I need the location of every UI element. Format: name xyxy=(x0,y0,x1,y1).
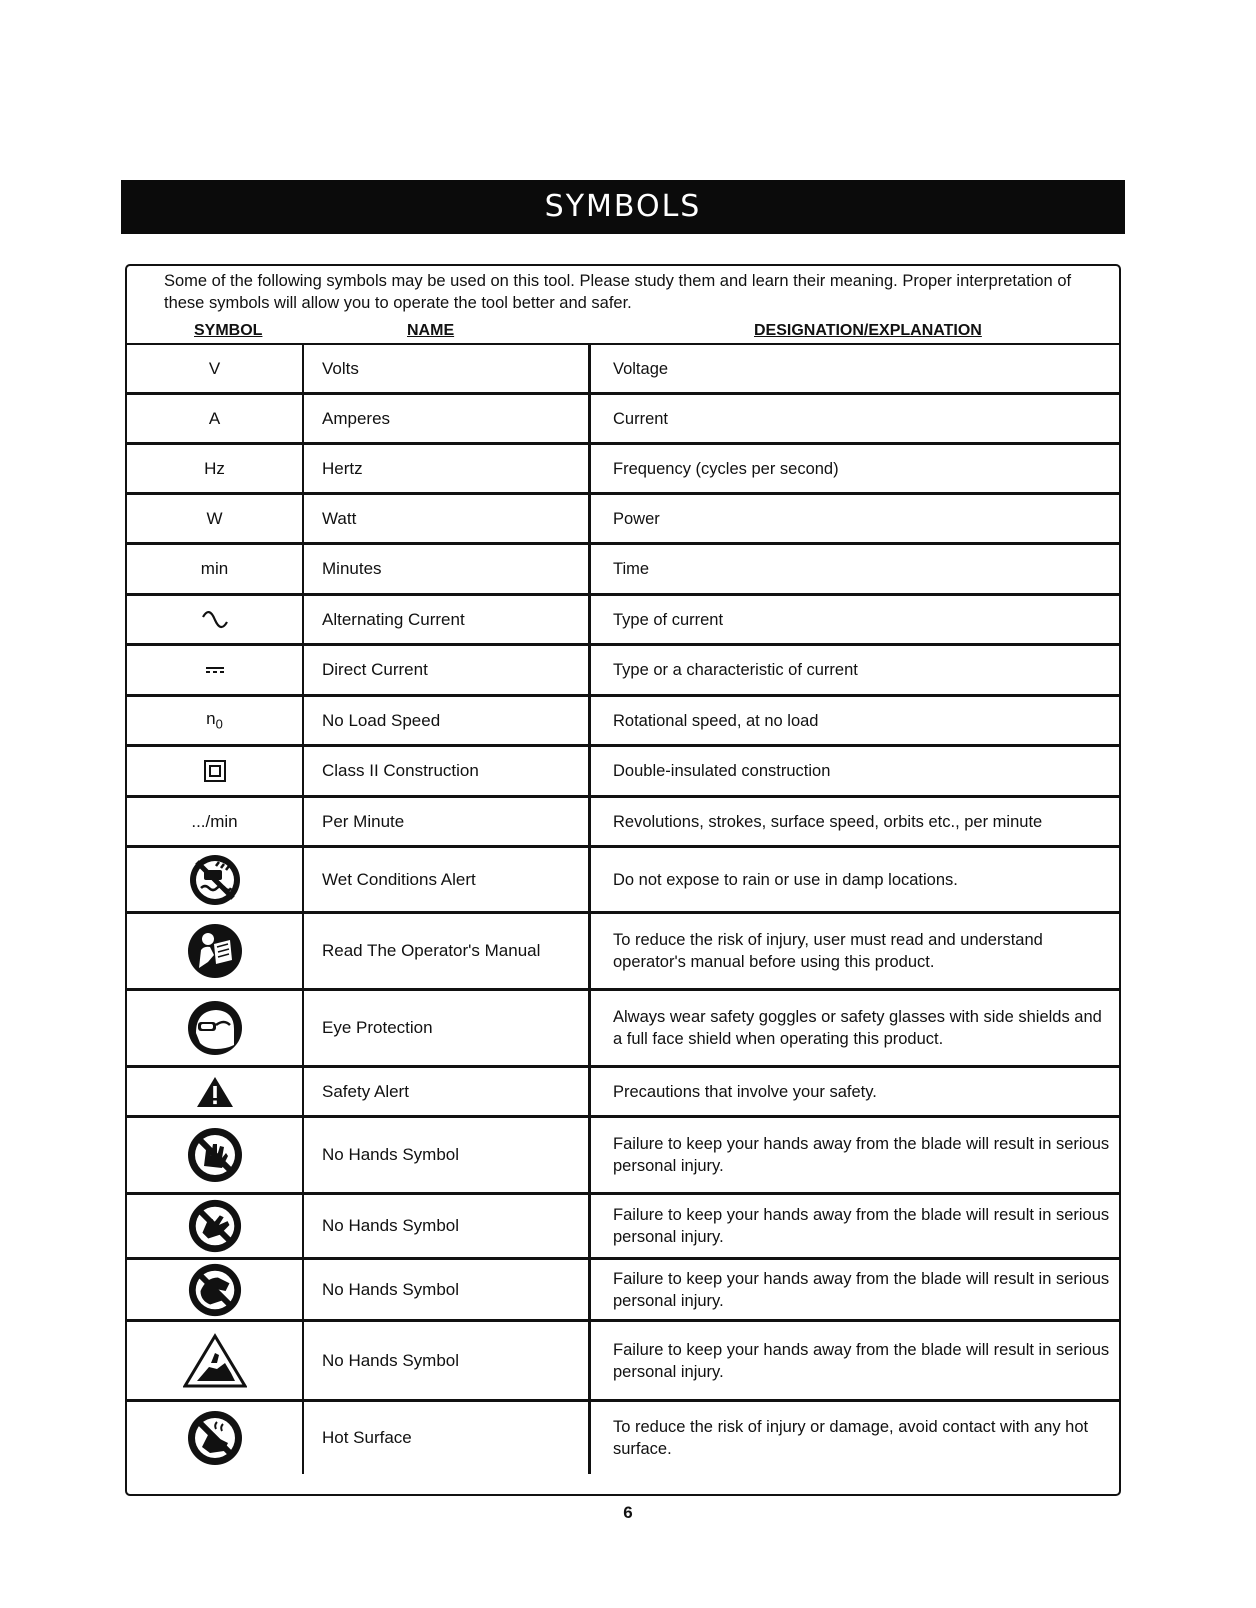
description-cell: Always wear safety goggles or safety glasses with side shields and a full face shield when operating this product. xyxy=(613,1008,1102,1048)
symbol-cell xyxy=(127,646,304,694)
name-cell: Class II Construction xyxy=(304,747,591,795)
name-cell: Amperes xyxy=(304,395,591,442)
description-cell: Double-insulated construction xyxy=(613,762,831,780)
name-cell: Per Minute xyxy=(304,798,591,845)
table-row xyxy=(127,1195,1119,1260)
symbol-text: $n_0$ xyxy=(206,709,223,732)
table-row xyxy=(127,445,1119,495)
symbol-cell xyxy=(127,991,304,1065)
symbol-cell xyxy=(127,1260,304,1319)
column-header-name: NAME xyxy=(407,322,455,339)
symbol-cell xyxy=(127,1118,304,1192)
name-cell: Eye Protection xyxy=(304,991,591,1065)
symbol-cell xyxy=(127,697,304,744)
symbol-text: A xyxy=(208,408,221,428)
table-row xyxy=(127,1260,1119,1322)
table-row xyxy=(127,914,1119,991)
intro-text: Some of the following symbols may be used on this tool. Please study them and learn their meaning. Proper interpretation of these symbols will allow you to operate the tool better and safer. xyxy=(164,272,1072,312)
name-cell: Volts xyxy=(304,345,591,392)
symbol-text: .../min xyxy=(191,811,238,831)
table-row xyxy=(127,848,1119,914)
no-hands-icon xyxy=(186,1126,244,1184)
safety-alert-icon xyxy=(195,1075,235,1109)
table-row xyxy=(127,545,1119,596)
description-cell: Type or a characteristic of current xyxy=(613,661,858,679)
name-cell: Hertz xyxy=(304,445,591,492)
name-cell: Hot Surface xyxy=(304,1402,591,1474)
read-manual-icon xyxy=(186,922,244,980)
name-cell: No Hands Symbol xyxy=(304,1118,591,1192)
name-cell: Watt xyxy=(304,495,591,542)
table-row xyxy=(127,1402,1119,1474)
no-hands-icon xyxy=(187,1262,243,1318)
table-row xyxy=(127,1322,1119,1402)
description-cell: To reduce the risk of injury or damage, avoid contact with any hot surface. xyxy=(613,1418,1089,1458)
name-cell: Safety Alert xyxy=(304,1068,591,1115)
table-row xyxy=(127,395,1119,445)
name-cell: No Load Speed xyxy=(304,697,591,744)
description-cell: Failure to keep your hands away from the blade will result in serious personal injury. xyxy=(613,1269,1110,1310)
description-cell: Type of current xyxy=(613,610,724,629)
table-row xyxy=(127,1118,1119,1195)
hot-surface-icon xyxy=(186,1409,244,1467)
page-title: SYMBOLS xyxy=(121,180,1125,234)
description-cell: Current xyxy=(613,409,669,428)
symbol-cell xyxy=(127,545,304,593)
table-row xyxy=(127,798,1119,848)
column-header-symbol: SYMBOL xyxy=(194,322,263,339)
no-hands-icon xyxy=(187,1198,243,1254)
description-cell: Rotational speed, at no load xyxy=(613,711,819,730)
symbol-cell xyxy=(127,747,304,795)
description-cell: Do not expose to rain or use in damp locations. xyxy=(613,870,958,889)
symbol-text: V xyxy=(208,358,221,378)
name-cell: Direct Current xyxy=(304,646,591,694)
name-cell: Alternating Current xyxy=(304,596,591,643)
symbol-text: min xyxy=(200,559,229,578)
symbol-cell xyxy=(127,1322,304,1399)
symbol-cell xyxy=(127,395,304,442)
description-cell: Precautions that involve your safety. xyxy=(613,1082,877,1101)
description-cell: Revolutions, strokes, surface speed, orbits etc., per minute xyxy=(613,812,1043,831)
description-cell: Failure to keep your hands away from the blade will result in serious personal injury. xyxy=(613,1135,1110,1175)
eye-protection-icon xyxy=(186,999,244,1057)
symbol-cell xyxy=(127,1195,304,1257)
symbol-cell xyxy=(127,445,304,492)
name-cell: Read The Operator's Manual xyxy=(304,914,591,988)
direct-current-icon xyxy=(204,665,226,675)
symbol-cell xyxy=(127,1402,304,1474)
symbol-cell xyxy=(127,798,304,845)
table-row xyxy=(127,991,1119,1068)
symbol-cell xyxy=(127,345,304,392)
symbol-text: W xyxy=(206,508,223,528)
symbol-text: Hz xyxy=(204,458,225,478)
table-row xyxy=(127,747,1119,798)
symbols-table xyxy=(127,345,1119,1474)
name-cell: No Hands Symbol xyxy=(304,1260,591,1319)
symbol-cell xyxy=(127,848,304,911)
table-row xyxy=(127,345,1119,395)
class-ii-construction-icon xyxy=(203,759,227,783)
name-cell: Wet Conditions Alert xyxy=(304,848,591,911)
table-row xyxy=(127,697,1119,747)
description-cell: Failure to keep your hands away from the blade will result in serious personal injury. xyxy=(613,1206,1110,1246)
symbol-cell xyxy=(127,596,304,643)
table-row xyxy=(127,646,1119,697)
no-hands-warning-triangle-icon xyxy=(183,1333,247,1389)
table-row xyxy=(127,596,1119,646)
symbol-cell xyxy=(127,1068,304,1115)
name-cell: No Hands Symbol xyxy=(304,1195,591,1257)
name-cell: Minutes xyxy=(304,545,591,593)
page-number: 6 xyxy=(623,1503,633,1522)
description-cell: Voltage xyxy=(613,359,669,378)
description-cell: Power xyxy=(613,509,660,528)
description-cell: Time xyxy=(613,560,650,578)
table-row xyxy=(127,1068,1119,1118)
column-header-description: DESIGNATION/EXPLANATION xyxy=(754,322,982,339)
table-row xyxy=(127,495,1119,545)
description-cell: Failure to keep your hands away from the blade will result in serious personal injury. xyxy=(613,1340,1110,1381)
wet-conditions-alert-icon xyxy=(187,852,243,908)
description-cell: To reduce the risk of injury, user must read and understand operator's manual before using this product. xyxy=(613,931,1043,971)
description-cell: Frequency (cycles per second) xyxy=(613,459,839,478)
symbol-cell xyxy=(127,914,304,988)
alternating-current-icon xyxy=(200,611,230,629)
symbol-cell xyxy=(127,495,304,542)
name-cell: No Hands Symbol xyxy=(304,1322,591,1399)
